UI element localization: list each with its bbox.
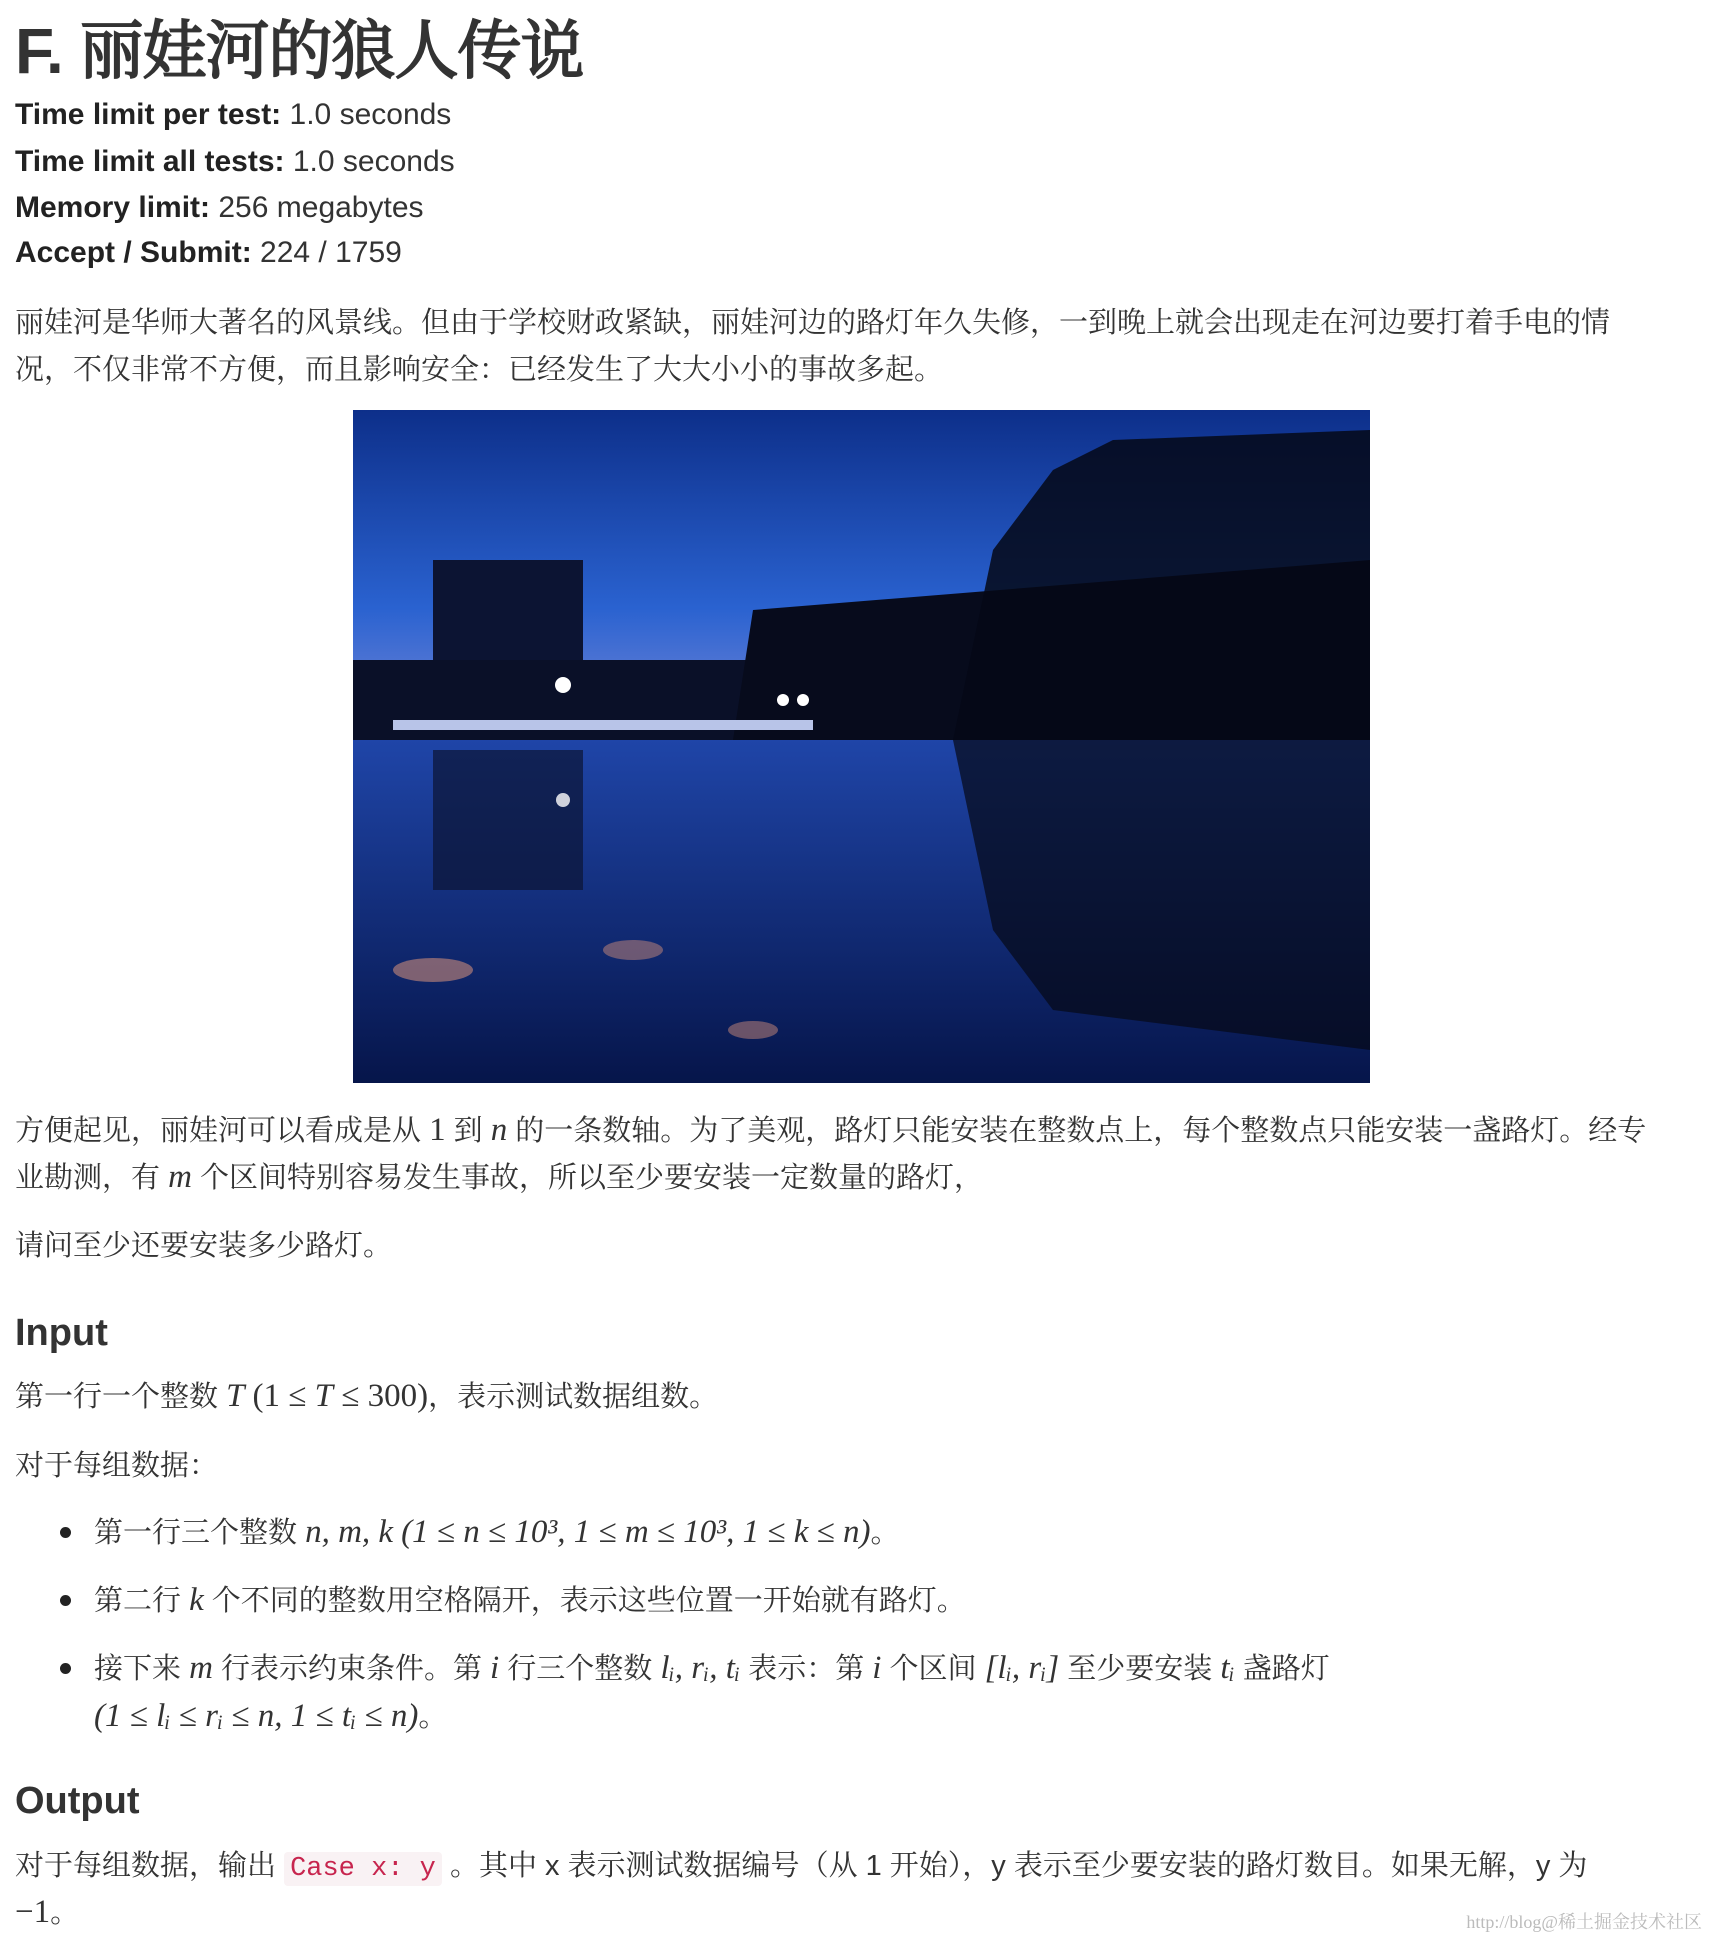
limit-time-all-tests (15, 145, 455, 179)
text: 第一行一个整数 (15, 1381, 227, 1413)
limit-label: Time limit per test: (15, 98, 282, 131)
intro-line-1: 丽娃河是华师大著名的风景线。但由于学校财政紧缺，丽娃河边的路灯年久失修，一到晚上就会出现走在河边要打着手电的情 (15, 307, 1611, 339)
math: n, m, k (305, 1514, 394, 1550)
text: ，表示测试数据组数。 (428, 1381, 719, 1413)
list-item (62, 1646, 1330, 1687)
text: 盏路灯 (1234, 1653, 1330, 1685)
text: 方便起见，丽娃河可以看成是从 (15, 1115, 430, 1147)
river-night-photo (353, 410, 1370, 1083)
desc-line-2 (15, 1155, 983, 1196)
desc-question: 请问至少还要安装多少路灯。 (15, 1230, 393, 1262)
math: lᵢ, rᵢ, tᵢ (660, 1650, 741, 1686)
math: n (490, 1112, 508, 1148)
math: m (168, 1159, 192, 1195)
limit-label: Time limit all tests: (15, 145, 285, 178)
math: (1 ≤ lᵢ ≤ rᵢ ≤ n, 1 ≤ tᵢ ≤ n) (94, 1698, 419, 1734)
math: −1 (15, 1894, 51, 1930)
output-heading: Output (15, 1780, 140, 1822)
limit-value: 1.0 seconds (289, 98, 452, 131)
desc-line-1 (15, 1108, 1646, 1149)
output-line-1 (15, 1843, 1587, 1884)
input-line-2: 对于每组数据： (15, 1450, 219, 1482)
text: 行三个整数 (499, 1653, 661, 1685)
limit-memory (15, 191, 424, 225)
math: m (189, 1650, 213, 1686)
page-title: F. 丽娃河的狼人传说 (15, 15, 584, 87)
list-item (62, 1510, 900, 1551)
text: 至少要安装 (1059, 1653, 1221, 1685)
output-line-2 (15, 1890, 79, 1931)
math: 1 (429, 1112, 446, 1148)
math: (1 ≤ n ≤ 10³, 1 ≤ m ≤ 10³, 1 ≤ k ≤ n) (401, 1514, 871, 1550)
intro-line-2: 况，不仅非常不方便，而且影响安全：已经发生了大大小小的事故多起。 (15, 354, 944, 386)
text: 。 (50, 1897, 80, 1929)
math: [lᵢ, rᵢ] (984, 1650, 1060, 1686)
math: k (189, 1582, 204, 1618)
math: (1 ≤ (252, 1378, 315, 1414)
inline-code: Case x: y (284, 1852, 442, 1886)
limit-label: Memory limit: (15, 191, 211, 224)
math: T (314, 1378, 333, 1414)
math: i (872, 1650, 882, 1686)
text: 接下来 (94, 1653, 190, 1685)
accept-submit (15, 236, 402, 270)
text: 个区间 (881, 1653, 985, 1685)
text: 的一条数轴。为了美观，路灯只能安装在整数点上，每个整数点只能安装一盏路灯。经专 (507, 1115, 1647, 1147)
input-heading: Input (15, 1312, 108, 1354)
list-item-continuation (94, 1694, 447, 1735)
text: 对于每组数据，输出 (15, 1850, 285, 1882)
limit-value: 256 megabytes (218, 191, 424, 224)
list-item (62, 1578, 966, 1619)
text: 个区间特别容易发生事故，所以至少要安装一定数量的路灯， (191, 1162, 983, 1194)
text: 。其中 x 表示测试数据编号（从 1 开始），y 表示至少要安装的路灯数目。如果无解，y 为 (441, 1850, 1588, 1882)
limit-value: 1.0 seconds (292, 145, 455, 178)
input-line-1 (15, 1374, 718, 1415)
limit-label: Accept / Submit: (15, 236, 252, 269)
math: T (226, 1378, 245, 1414)
math: i (490, 1650, 500, 1686)
text: 第二行 (94, 1585, 190, 1617)
limit-time-per-test (15, 98, 451, 132)
text: 表示：第 (740, 1653, 873, 1685)
text: 业勘测，有 (15, 1162, 169, 1194)
math: ≤ 300) (332, 1378, 429, 1414)
text: 行表示约束条件。第 (212, 1653, 491, 1685)
math: tᵢ (1220, 1650, 1235, 1686)
text: 个不同的整数用空格隔开，表示这些位置一开始就有路灯。 (203, 1585, 966, 1617)
text: 第一行三个整数 (94, 1517, 306, 1549)
text: 到 (445, 1115, 491, 1147)
limit-value: 224 / 1759 (260, 236, 402, 269)
text: 。 (418, 1701, 448, 1733)
text: 。 (870, 1517, 900, 1549)
watermark: http://blog@稀土掘金技术社区 (1466, 1912, 1702, 1932)
